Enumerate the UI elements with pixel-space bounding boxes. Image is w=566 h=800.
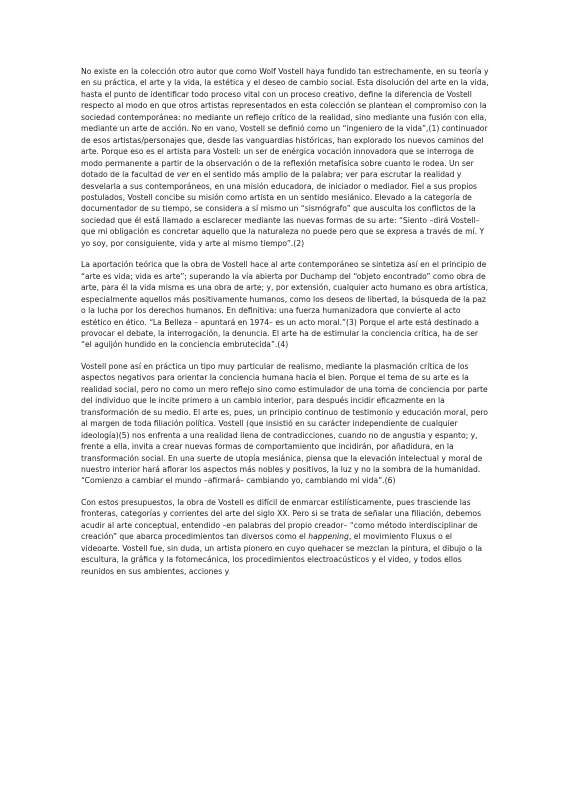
- italic-term: ver: [176, 170, 190, 180]
- paragraph-text: en el sentido más amplio de la palabra; ver para escrutar la realidad y desvelarla a sus contemporáneos, en una misión educadora, de iniciador o mediador. Fiel a sus propios postulados, Vostell concibe su misión como artista en un sentido mesiánico. Elevado a la categoría de documentador de su tiempo, se considera a sí mismo un “sismógrafo” que ausculta los conflictos de la sociedad que él está llamado a esclarecer mediante las nuevas formas de su arte: “Siento –dirá Vostell– que mi obligación es concretar aquello que la naturaleza no puede pero que se expresa a través de mí. Y yo soy, por consiguiente, vida y arte al mismo tiempo”.(2): [81, 170, 485, 248]
- paragraph: [81, 259, 490, 351]
- paragraph-text: Con estos presupuestos, la obra de Vostell es difícil de enmarcar estilísticamente, pues trasciende las fronteras, categorías y corrientes del arte del siglo XX. Pero si se trata de señalar una filiación, debemos acudir al arte conceptual, entendido –en palabras del propio creador– “como método interdisciplinar de creación” que abarca procedimientos tan diversos como el: [81, 497, 482, 542]
- paragraph-text: , el movimiento Fluxus o el videoarte. Vostell fue, sin duda, un artista pionero en cuyo quehacer se mezclan la pintura, el dibujo o la escultura, la gráfica y la fotomecánica, los procedimientos electroacústicos y el video, y todos ellos reunidos en sus ambientes, acciones y: [81, 532, 483, 576]
- paragraph: [81, 66, 490, 249]
- paragraph: [81, 361, 490, 487]
- paragraph: [81, 497, 490, 577]
- paragraph-text: La aportación teórica que la obra de Vostell hace al arte contemporáneo se sintetiza así en el principio de “arte es vida; vida es arte”; superando la vía abierta por Duchamp del “objeto encontrado” como obra de arte, para él la vida misma es una obra de arte; y, por extensión, cualquier acto humano es obra artística, especialmente aquellos más positivamente humanos, como los deseos de libertad, la búsqueda de la paz o la lucha por los derechos humanos. En definitiva: una fuerza humanizadora que convierte al acto estético en ético. “La Belleza – apuntará en 1974– es un acto moral.”(3) Porque el arte está destinado a provocar el debate, la interrogación, la denuncia. El arte ha de estimular la conciencia crítica, ha de ser “el aguijón hundido en la conciencia embrutecida”.(4): [81, 260, 489, 350]
- italic-term: happening: [308, 532, 349, 542]
- paragraph-text: No existe en la colección otro autor que como Wolf Vostell haya fundido tan estrechamente, en su teoría y en su práctica, el arte y la vida, la estética y el deseo de cambio social. Esta disolución del arte en la vida, hasta el punto de identificar todo proceso vital con un proceso creativo, define la diferencia de Vostell respecto al modo en que otros artistas representados en esta colección se plantean el compromiso con la sociedad contemporánea: no mediante un reflejo crítico de la realidad, sino mediante una fusión con ella, mediante un arte de acción. No en vano, Vostell se definió como un “ingeniero de la vida”,(1) continuador de esos artistas/personajes que, desde las vanguardias históricas, han explorado los nuevos caminos del arte. Porque eso es el artista para Vostell: un ser de enérgica vocación innovadora que se interroga de modo permanente a partir de la observación o de la reflexión metafísica sobre cuanto le rodea. Un ser dotado de la facultad de: [81, 67, 489, 180]
- document-body: [81, 66, 490, 587]
- paragraph-text: Vostell pone así en práctica un tipo muy particular de realismo, mediante la plasmación crítica de los aspectos negativos para orientar la conciencia humana hacia el bien. Porque el tema de su arte es la realidad social, pero no como un mero reflejo sino como estimulador de una toma de conciencia por parte del individuo que le incite primero a un cambio interior, para después incidir eficazmente en la transformación de su medio. El arte es, pues, un principio continuo de testimonio y educación moral, pero al margen de toda filiación política. Vostell (que insistió en su carácter independiente de cualquier ideología)(5) nos enfrenta a una realidad llena de contradicciones, cuando no de angustia y espanto; y, frente a ella, invita a crear nuevas formas de comportamiento que incidirán, por añadidura, en la transformación social. En una suerte de utopía mesiánica, piensa que la elevación intelectual y moral de nuestro interior hará aflorar los aspectos más nobles y positivos, la luz y no la sombra de la humanidad. “Comienzo a cambiar el mundo –afirmará– cambiando yo, cambiando mi vida”.(6): [81, 361, 488, 486]
